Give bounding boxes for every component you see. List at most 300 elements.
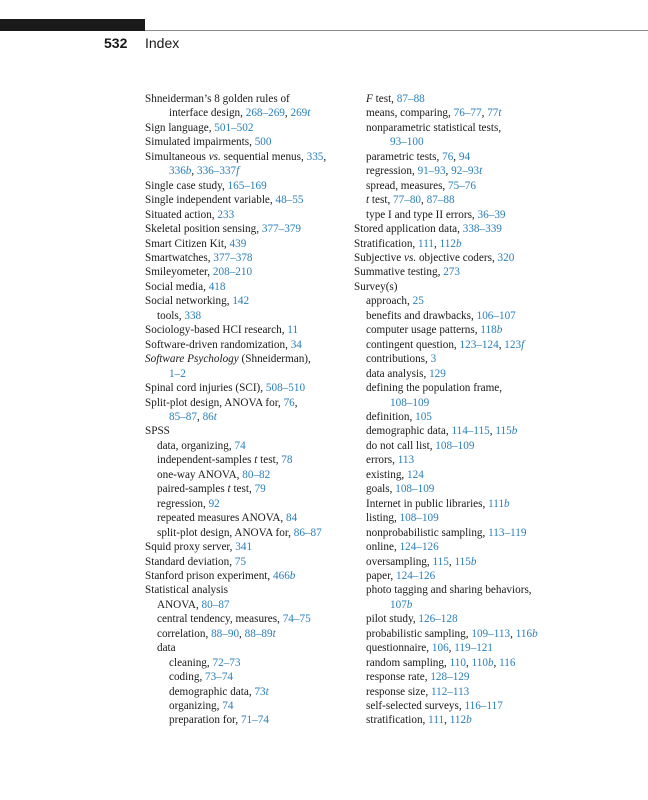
index-text: response rate, — [366, 671, 431, 684]
index-line — [145, 656, 345, 670]
page-ref: 85–87 — [169, 410, 197, 423]
index-line — [354, 265, 554, 279]
page-ref: 94 — [458, 150, 471, 163]
index-text: parametric tests, — [366, 150, 443, 163]
index-line — [354, 569, 554, 583]
index-text: cleaning, — [169, 656, 213, 669]
index-text: Internet in public libraries, — [366, 497, 489, 510]
page-ref: 111 — [488, 497, 505, 510]
index-text: , — [191, 165, 197, 178]
page-ref: 116 — [515, 627, 533, 640]
page-ref: 500 — [254, 136, 272, 149]
index-text: questionnaire, — [366, 642, 432, 655]
index-text: , — [196, 410, 203, 423]
index-line — [354, 468, 554, 482]
index-line — [145, 251, 345, 265]
page-ref: 110 — [449, 656, 466, 669]
index-text: Spinal cord injuries (SCI), — [145, 382, 266, 395]
index-text: correlation, — [157, 627, 212, 640]
page-ref: b — [496, 324, 503, 337]
index-text: test, — [369, 194, 394, 207]
index-line — [354, 135, 554, 149]
page-ref: 75 — [234, 555, 246, 568]
page-ref: b — [185, 165, 192, 178]
index-line — [354, 309, 554, 323]
page-ref: 336–337 — [196, 165, 237, 178]
running-head: Index — [145, 35, 180, 51]
index-line — [145, 497, 345, 511]
page-ref: 466 — [273, 569, 290, 582]
index-line — [354, 323, 554, 337]
index-text: means, comparing, — [366, 107, 454, 120]
index-line — [145, 468, 345, 482]
page-ref: t — [265, 685, 269, 698]
index-text: Smart Citizen Kit, — [145, 237, 230, 250]
index-line — [145, 583, 345, 597]
index-line — [145, 410, 345, 424]
index-text: split-plot design, ANOVA for, — [157, 526, 294, 539]
index-text: nonparametric statistical tests, — [366, 121, 502, 134]
index-text: definition, — [366, 410, 416, 423]
index-text: contingent question, — [366, 338, 460, 351]
page-ref: 72–73 — [212, 656, 241, 669]
index-line — [145, 699, 345, 713]
index-line — [354, 583, 554, 597]
index-text: interface design, — [169, 107, 246, 120]
index-line — [145, 265, 345, 279]
index-text: Simultaneous — [145, 150, 209, 163]
page-ref: t — [479, 165, 483, 178]
index-line — [145, 612, 345, 626]
index-text: , — [239, 627, 245, 640]
index-line — [145, 439, 345, 453]
page-ref: 76 — [442, 150, 454, 163]
page-ref: b — [511, 425, 518, 438]
page-ref: 338–339 — [462, 223, 502, 236]
index-text: test, — [230, 483, 255, 496]
index-line — [354, 237, 554, 251]
index-line — [354, 338, 554, 352]
index-text: Simulated impairments, — [145, 136, 255, 149]
index-text: Skeletal position sensing, — [145, 223, 262, 236]
index-line — [354, 396, 554, 410]
page-ref: 115 — [432, 555, 449, 568]
index-text: Stratification, — [354, 237, 419, 250]
index-text: data, organizing, — [157, 439, 235, 452]
page-ref: f — [236, 165, 240, 178]
index-line — [354, 627, 554, 641]
index-column-left — [145, 92, 345, 728]
page-ref: t — [272, 627, 276, 640]
index-line — [354, 526, 554, 540]
page-ref: 124–126 — [399, 541, 439, 554]
page-ref: 73–74 — [205, 671, 234, 684]
page-ref: 11 — [287, 324, 299, 337]
index-text: listing, — [366, 512, 400, 525]
page-ref: b — [487, 656, 494, 669]
page-ref: 77 — [487, 107, 499, 120]
index-text: data analysis, — [366, 367, 430, 380]
index-line — [145, 237, 345, 251]
page-ref: 86 — [202, 410, 214, 423]
index-text: self-selected surveys, — [366, 700, 465, 713]
page-ref: 76 — [283, 396, 295, 409]
page-ref: 123–124 — [459, 338, 499, 351]
index-line — [145, 208, 345, 222]
index-line — [354, 164, 554, 178]
index-text: probabilistic sampling, — [366, 627, 472, 640]
index-line — [354, 280, 554, 294]
page-ref: 105 — [415, 410, 432, 423]
page-ref: 88–89 — [244, 627, 273, 640]
index-text: , — [493, 656, 500, 669]
index-text: Situated action, — [145, 208, 218, 221]
page-ref: 111 — [428, 714, 445, 727]
index-text: computer usage patterns, — [366, 324, 481, 337]
index-line — [145, 482, 345, 496]
index-text: , — [465, 656, 472, 669]
index-text: defining the population frame, — [366, 382, 503, 395]
page-ref: 115 — [495, 425, 512, 438]
index-line — [354, 92, 554, 106]
page-ref: 80–82 — [242, 468, 271, 481]
index-text: central tendency, measures, — [157, 613, 283, 626]
page-ref: 108–109 — [399, 512, 439, 525]
index-line — [145, 106, 345, 120]
page-ref: 79 — [254, 483, 266, 496]
index-line — [145, 396, 345, 410]
index-text: test, — [257, 454, 282, 467]
index-text: repeated measures ANOVA, — [157, 512, 287, 525]
page-ref: 118 — [480, 324, 497, 337]
index-line — [145, 150, 345, 164]
page-ref: 113 — [397, 454, 415, 467]
index-line — [145, 280, 345, 294]
index-text: demographic data, — [366, 425, 452, 438]
index-line — [354, 453, 554, 467]
page-ref: b — [504, 497, 510, 510]
index-line — [354, 540, 554, 554]
index-column-right — [354, 92, 554, 728]
index-line — [145, 713, 345, 727]
index-line — [145, 511, 345, 525]
index-line — [145, 367, 345, 381]
index-text: (Shneiderman), — [238, 353, 311, 366]
index-text: Survey(s) — [354, 280, 398, 293]
page-ref: 74 — [222, 700, 234, 713]
index-line — [354, 612, 554, 626]
index-text: Split-plot design, ANOVA for, — [145, 396, 284, 409]
page-ref: 107 — [390, 598, 407, 611]
index-line — [145, 323, 345, 337]
page-ref: b — [289, 569, 296, 582]
index-text: goals, — [366, 483, 396, 496]
page-ref: t — [213, 410, 217, 423]
index-text: regression, — [157, 497, 209, 510]
index-text: stratification, — [366, 714, 429, 727]
index-text: , — [448, 555, 455, 568]
page-ref: b — [466, 714, 472, 727]
index-text: Smileyometer, — [145, 266, 213, 279]
index-line — [354, 294, 554, 308]
page-ref: 78 — [281, 454, 293, 467]
index-line — [354, 641, 554, 655]
index-text: organizing, — [169, 700, 223, 713]
page-ref: 92 — [208, 497, 220, 510]
index-text: objective coders, — [416, 251, 498, 264]
page-ref: 115 — [454, 555, 471, 568]
index-text: Sociology-based HCI research, — [145, 324, 288, 337]
page-ref: 336 — [169, 165, 186, 178]
index-text: contributions, — [366, 353, 431, 366]
index-text: Stored application data, — [354, 223, 463, 236]
page-ref: b — [455, 237, 462, 250]
page-ref: 25 — [412, 295, 424, 308]
page-ref: 71–74 — [240, 714, 269, 727]
index-text: , — [510, 627, 516, 640]
index-line — [145, 222, 345, 236]
page-ref: 75–76 — [448, 179, 476, 192]
index-text: , — [481, 107, 488, 120]
page-ref: 116–117 — [464, 700, 503, 713]
index-text: data — [157, 642, 176, 655]
index-text: existing, — [366, 468, 408, 481]
index-text: Summative testing, — [354, 266, 444, 279]
page-ref: 91–93 — [417, 165, 446, 178]
page-ref: 269 — [290, 107, 308, 120]
index-line — [145, 338, 345, 352]
index-text: oversampling, — [366, 555, 433, 568]
page-ref: 48–55 — [275, 194, 304, 207]
index-line — [354, 685, 554, 699]
index-text: nonprobabilistic sampling, — [366, 526, 489, 539]
page-ref: 124–126 — [396, 569, 436, 582]
index-text: SPSS — [145, 425, 170, 438]
page-ref: 320 — [497, 251, 515, 264]
index-line — [145, 598, 345, 612]
index-text: Sign language, — [145, 121, 215, 134]
index-line — [354, 439, 554, 453]
header-black-bar — [0, 19, 145, 31]
page-ref: b — [406, 598, 413, 611]
page-ref: t — [307, 107, 311, 120]
page-ref: 129 — [429, 367, 446, 380]
index-line — [145, 92, 345, 106]
index-line — [145, 670, 345, 684]
index-text: , — [284, 107, 291, 120]
index-text: independent-samples — [157, 454, 255, 467]
index-text: photo tagging and sharing behaviors, — [366, 584, 532, 597]
index-text: , — [453, 150, 459, 163]
page-ref: 501–502 — [214, 121, 254, 134]
index-text: Shneiderman’s 8 golden rules of — [145, 93, 290, 105]
index-line — [145, 641, 345, 655]
page-ref: 126–128 — [418, 613, 458, 626]
index-text: Software-driven randomization, — [145, 338, 291, 351]
page-ref: 116 — [499, 656, 516, 669]
index-text: , — [433, 237, 440, 250]
index-line — [145, 179, 345, 193]
page-ref: 87–88 — [396, 93, 425, 105]
index-text: Social media, — [145, 280, 209, 293]
page-number: 532 — [104, 35, 128, 51]
page-ref: 86–87 — [293, 526, 322, 539]
index-text: t — [366, 194, 370, 207]
page-ref: 73 — [254, 685, 266, 698]
index-text: Subjective — [354, 251, 405, 264]
index-text: t — [227, 483, 231, 496]
index-line — [354, 106, 554, 120]
index-line — [354, 656, 554, 670]
page-ref: 508–510 — [265, 382, 306, 395]
index-line — [354, 670, 554, 684]
page-ref: 80–87 — [201, 598, 230, 611]
index-line — [145, 381, 345, 395]
page-ref: 119–121 — [454, 642, 493, 655]
page-ref: 87–88 — [426, 194, 455, 207]
page-ref: 335 — [306, 150, 324, 163]
index-text: , — [489, 425, 496, 438]
index-text: F — [366, 93, 373, 105]
index-text: t — [254, 454, 258, 467]
page-ref: t — [498, 107, 502, 120]
index-line — [354, 193, 554, 207]
page-ref: 106 — [431, 642, 449, 655]
page-ref: 108–109 — [390, 396, 430, 409]
index-line — [145, 309, 345, 323]
index-text: , — [323, 150, 327, 163]
index-text: demographic data, — [169, 685, 255, 698]
page-ref: 113–119 — [488, 526, 527, 539]
page-ref: 110 — [471, 656, 488, 669]
index-text: Single case study, — [145, 179, 228, 192]
index-text: , — [444, 714, 450, 727]
index-line — [354, 555, 554, 569]
page-ref: 273 — [443, 266, 460, 279]
index-line — [145, 569, 345, 583]
page-ref: 3 — [430, 353, 437, 366]
index-line — [354, 352, 554, 366]
page-ref: 208–210 — [212, 266, 253, 279]
index-text: , — [445, 165, 452, 178]
page-ref: 34 — [290, 338, 302, 351]
index-text: vs. — [208, 150, 221, 163]
index-line — [354, 598, 554, 612]
page-ref: b — [470, 555, 477, 568]
index-text: online, — [366, 541, 400, 554]
index-line — [145, 424, 345, 438]
index-line — [354, 251, 554, 265]
index-line — [354, 699, 554, 713]
index-text: benefits and drawbacks, — [366, 309, 477, 322]
page-ref: 341 — [235, 541, 253, 554]
index-text: , — [498, 338, 505, 351]
index-line — [145, 121, 345, 135]
index-text: response size, — [366, 685, 431, 698]
index-text: regression, — [366, 165, 418, 178]
index-text: preparation for, — [169, 714, 241, 727]
index-text: errors, — [366, 454, 398, 467]
page-ref: 112 — [439, 237, 456, 250]
page-ref: 338 — [184, 309, 202, 322]
index-text: Squid proxy server, — [145, 541, 236, 554]
index-line — [145, 294, 345, 308]
index-text: Standard deviation, — [145, 555, 235, 568]
index-line — [145, 526, 345, 540]
index-text: coding, — [169, 671, 206, 684]
page-ref: 439 — [229, 237, 247, 250]
index-line — [354, 121, 554, 135]
index-text: approach, — [366, 295, 413, 308]
index-text: Social networking, — [145, 295, 233, 308]
index-line — [145, 540, 345, 554]
page-ref: 418 — [208, 280, 226, 293]
index-text: paper, — [366, 569, 396, 582]
page-ref: 106–107 — [476, 309, 516, 322]
page-ref: 112 — [449, 714, 467, 727]
page-ref: f — [521, 338, 525, 351]
index-line — [145, 135, 345, 149]
index-line — [354, 179, 554, 193]
index-line — [145, 685, 345, 699]
index-text: , — [421, 194, 427, 207]
index-text: test, — [372, 93, 397, 105]
page-ref: 377–379 — [261, 223, 301, 236]
page-ref: 109–113 — [471, 627, 511, 640]
index-line — [145, 193, 345, 207]
page-ref: 88–90 — [211, 627, 240, 640]
index-line — [354, 713, 554, 727]
page-ref: 36–39 — [477, 208, 506, 221]
page-ref: 142 — [232, 295, 250, 308]
index-text: , — [294, 396, 298, 409]
page-ref: 74 — [234, 439, 246, 452]
index-text: Statistical analysis — [145, 584, 228, 597]
page-ref: b — [532, 627, 538, 640]
index-text: , — [448, 642, 455, 655]
page-ref: 92–93 — [451, 165, 480, 178]
index-text: random sampling, — [366, 656, 450, 669]
index-line — [354, 367, 554, 381]
header-rule — [145, 30, 648, 31]
index-line — [145, 164, 345, 178]
index-line — [145, 352, 345, 366]
page-ref: 112–113 — [430, 685, 470, 698]
page-ref: 84 — [286, 512, 298, 525]
index-line — [145, 555, 345, 569]
index-line — [354, 222, 554, 236]
page-ref: 268–269 — [245, 107, 285, 120]
index-line — [354, 381, 554, 395]
index-line — [145, 627, 345, 641]
index-text: Single independent variable, — [145, 194, 276, 207]
page-ref: 108–109 — [395, 483, 435, 496]
index-line — [354, 482, 554, 496]
index-text: sequential menus, — [220, 150, 307, 163]
index-line — [354, 410, 554, 424]
page-ref: 128–129 — [430, 671, 470, 684]
page-ref: 124 — [407, 468, 424, 481]
page-ref: 74–75 — [282, 613, 311, 626]
page-ref: 111 — [418, 237, 434, 250]
page-ref: 114–115 — [451, 425, 490, 438]
index-text: spread, measures, — [366, 179, 449, 192]
index-text: Software Psychology — [145, 353, 239, 366]
index-text: vs. — [404, 251, 417, 264]
index-line — [354, 511, 554, 525]
index-text: pilot study, — [366, 613, 419, 626]
page-ref: 165–169 — [227, 179, 267, 192]
